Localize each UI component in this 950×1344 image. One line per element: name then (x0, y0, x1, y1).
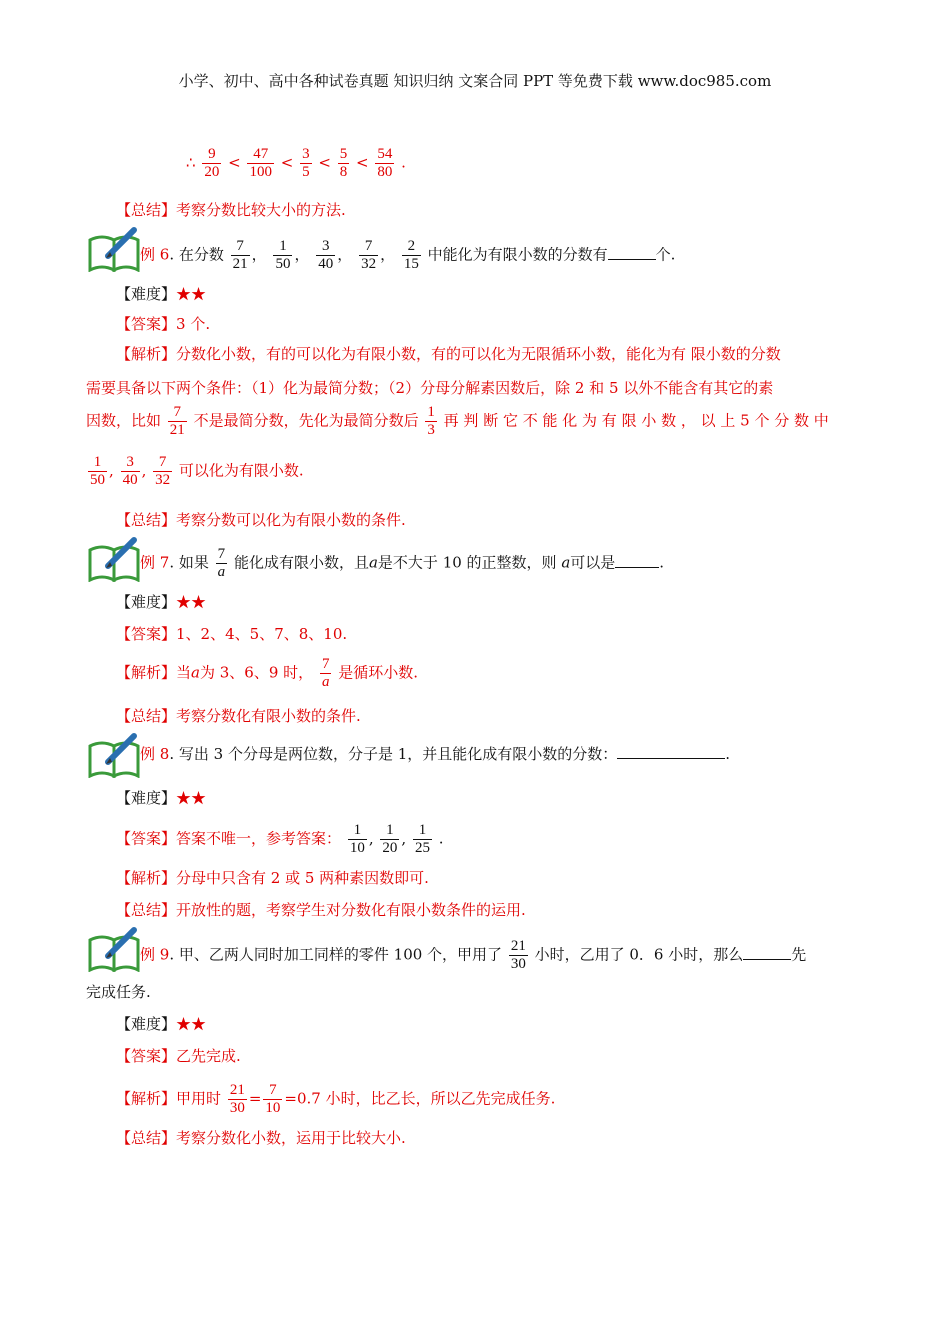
example-9-question-line-2: 完成任务. (86, 983, 151, 1001)
therefore-symbol: ∴ (186, 153, 196, 172)
fraction: $\frac{7}{21}$ (232, 238, 248, 272)
fraction: $\frac{1}{50}$ (90, 454, 105, 488)
example-label: 例 9 (140, 945, 170, 964)
fraction: $\frac{1}{50}$ (275, 238, 291, 272)
example-label: 例 8 (140, 745, 170, 763)
fraction: $\frac{3}{5}$ (302, 146, 310, 180)
fraction: $\frac{7}{21}$ (169, 404, 185, 438)
example-8-question: 例 8. 写出 3 个分母是两位数，分子是 1，并且能化成有限小数的分数： . (140, 745, 731, 763)
book-pencil-icon (86, 536, 144, 582)
fraction: $\frac{54}{80}$ (377, 146, 393, 180)
answer-blank[interactable] (615, 553, 659, 568)
book-pencil-icon (86, 732, 144, 778)
book-pencil-icon (86, 226, 144, 272)
example-label: 例 6 (140, 245, 170, 264)
difficulty-line: 【难度】★★ (116, 593, 207, 611)
answer-line: 【答案】乙先完成. (116, 1047, 241, 1065)
fraction: $\frac{1}{3}$ (427, 404, 435, 438)
difficulty-line: 【难度】★★ (116, 789, 207, 807)
summary-line: 【总结】考察分数比较大小的方法. (116, 201, 346, 219)
summary-line: 【总结】考察分数可以化为有限小数的条件. (116, 511, 406, 529)
page-header: 小学、初中、高中各种试卷真题 知识归纳 文案合同 PPT 等免费下载 www.doc985.com (178, 72, 772, 90)
fraction: $\frac{1}{10}$ (349, 822, 365, 856)
answer-line: 【答案】1、2、4、5、7、8、10. (116, 625, 348, 643)
example-6-question: 例 6. 在分数 $\frac{7}{21}$ ， $\frac{1}{50}$ ， $\frac{3}{40}$ ， $\frac{7}{32}$ ， $\frac{2}{15}$ 中能化为有限小数的分数有 个. (140, 238, 676, 272)
fraction: $\frac{1}{20}$ (382, 822, 398, 856)
fraction: $\frac{2}{15}$ (403, 238, 419, 272)
fraction: $\frac{3}{40}$ (122, 454, 138, 488)
analysis-line-4: $\frac{1}{50}$ , $\frac{3}{40}$ , $\frac{7}{32}$ 可以化为有限小数. (90, 454, 304, 488)
analysis-line: 【解析】分母中只含有 2 或 5 两种素因数即可. (116, 869, 429, 887)
fraction: $\frac{47}{100}$ (249, 146, 272, 180)
analysis-line: 【解析】甲用时 $\frac{21}{30}$ = $\frac{7}{10}$ =0.7 小时，比乙长，所以乙先完成任务. (116, 1082, 556, 1116)
answer-line: 【答案】答案不唯一，参考答案： $\frac{1}{10}$ , $\frac{1}{20}$ , $\frac{1}{25}$ . (116, 822, 444, 856)
analysis-line-1: 【解析】分数化小数，有的可以化为有限小数，有的可以化为无限循环小数，能化为有 限小数的分数 (116, 345, 781, 363)
fraction: $\frac{7}{32}$ (361, 238, 377, 272)
difficulty-line: 【难度】★★ (116, 1015, 207, 1033)
book-pencil-icon (86, 926, 144, 972)
answer-blank[interactable] (608, 245, 656, 260)
example-label: 例 7 (140, 553, 170, 572)
example-9-question: 例 9. 甲、乙两人同时加工同样的零件 100 个，甲用了 $\frac{21}{30}$ 小时，乙用了 0．6 小时，那么 先 (140, 938, 807, 972)
summary-line: 【总结】考察分数化小数，运用于比较大小. (116, 1129, 406, 1147)
fraction: $\frac{21}{30}$ (229, 1082, 245, 1116)
summary-line: 【总结】开放性的题，考察学生对分数化有限小数条件的运用. (116, 901, 526, 919)
inequality-line: ∴ $\frac{9}{20}$ < $\frac{47}{100}$ < $\frac{3}{5}$ < $\frac{5}{8}$ < $\frac{54}{80}$ . (186, 146, 406, 180)
analysis-line-2: 需要具备以下两个条件：（1）化为最简分数；（2）分母分解素因数后，除 2 和 5 以外不能含有其它的素 (86, 379, 774, 397)
answer-line: 【答案】3 个. (116, 315, 211, 333)
stars-rating: ★★ (176, 593, 207, 611)
analysis-line: 【解析】当a为 3、6、9 时， $\frac{7}{a}$ 是循环小数. (116, 656, 418, 690)
answer-blank[interactable] (617, 744, 725, 759)
difficulty-line: 【难度】★★ (116, 285, 207, 303)
fraction: $\frac{9}{20}$ (204, 146, 220, 180)
fraction: $\frac{7}{10}$ (265, 1082, 281, 1116)
example-7-question: 例 7. 如果 $\frac{7}{a}$ 能化成有限小数，且a是不大于 10 的正整数，则 a可以是 . (140, 546, 665, 580)
answer-blank[interactable] (743, 945, 791, 960)
fraction: $\frac{7}{32}$ (155, 454, 171, 488)
stars-rating: ★★ (176, 789, 207, 807)
analysis-line-3: 因数，比如 $\frac{7}{21}$ 不是最简分数，先化为最简分数后 $\frac{1}{3}$ 再 判 断 它 不 能 化 为 有 限 小 数 ， 以 上 5 个 分 数 中 (86, 404, 829, 438)
fraction: $\frac{3}{40}$ (318, 238, 334, 272)
fraction: $\frac{7}{a}$ (321, 656, 330, 690)
stars-rating: ★★ (176, 1015, 207, 1033)
stars-rating: ★★ (176, 285, 207, 303)
fraction: $\frac{21}{30}$ (510, 938, 526, 972)
fraction: $\frac{7}{a}$ (217, 546, 226, 580)
fraction: $\frac{5}{8}$ (339, 146, 348, 180)
summary-line: 【总结】考察分数化有限小数的条件. (116, 707, 361, 725)
fraction: $\frac{1}{25}$ (414, 822, 430, 856)
